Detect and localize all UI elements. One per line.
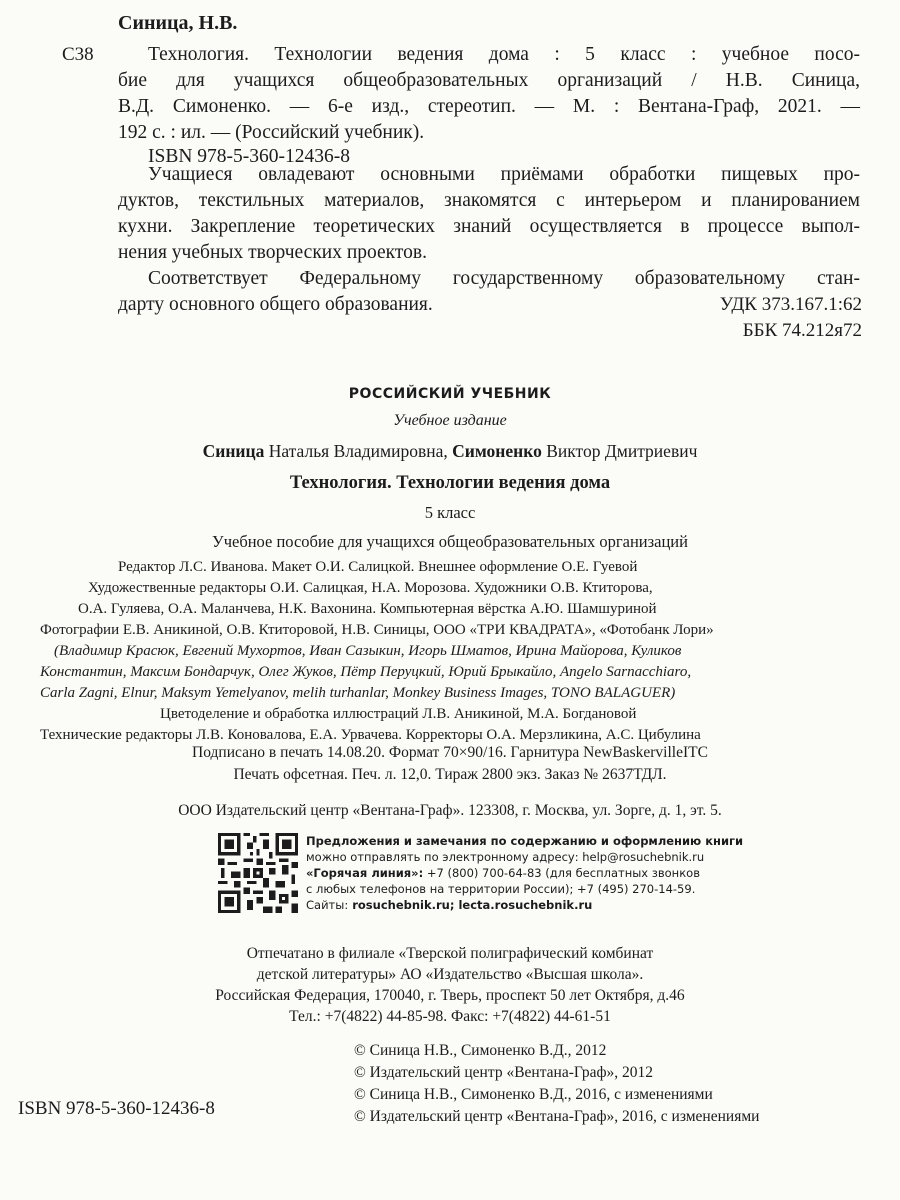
hotline-label: «Горячая линия»:	[306, 866, 424, 880]
staff-line: Carla Zagni, Elnur, Maksym Yemelyanov, melih turhanlar, Monkey Business Images, TONO BALAGUER)	[40, 685, 676, 701]
printing-line: Российская Федерация, 170040, г. Тверь, проспект 50 лет Октября, д.46	[215, 987, 685, 1004]
biblio-line: бие для учащихся общеобразовательных организаций / Н.В. Синица,	[118, 70, 860, 91]
printing-line: детской литературы» АО «Издательство «Высшая школа».	[256, 966, 644, 983]
isbn-bottom: ISBN 978-5-360-12436-8	[18, 1098, 215, 1119]
annotation-line: дарту основного общего образования.	[118, 294, 433, 315]
annotation-line: Учащиеся овладевают основными приёмами обработки пищевых про-	[148, 164, 860, 185]
biblio-line: Технология. Технологии ведения дома : 5 класс : учебное посо-	[148, 44, 860, 65]
staff-line: Фотографии Е.В. Аникиной, О.В. Ктиторовой, Н.В. Синицы, ООО «ТРИ КВАДРАТА», «Фотобанк Лори»	[40, 622, 714, 638]
staff-line: Константин, Максим Бондарчук, Олег Жуков, Пётр Перуцкий, Юрий Брыкайло, Angelo Sarnacchiaro,	[40, 664, 692, 680]
annotation-line: Соответствует Федеральному государственному образовательному стан-	[148, 268, 860, 289]
printing-line: Тел.: +7(4822) 44-85-98. Факс: +7(4822) 44-61-51	[289, 1008, 611, 1025]
sites	[306, 897, 776, 913]
biblio-line: В.Д. Симоненко. — 6-е изд., стереотип. — М. : Вентана-Граф, 2021. —	[118, 96, 860, 117]
printing-line: Отпечатано в филиале «Тверской полиграфический комбинат	[246, 945, 654, 962]
series-name: РОССИЙСКИЙ УЧЕБНИК	[348, 386, 552, 402]
printing-house	[0, 943, 900, 1027]
author2-name: Виктор Дмитриевич	[546, 441, 698, 461]
staff-line: Технические редакторы Л.В. Коновалова, Е.А. Урвачева. Корректоры О.А. Мерзликина, А.С. Цибулина	[40, 727, 701, 743]
staff-line: Цветоделение и обработка иллюстраций Л.В. Аникиной, М.А. Богдановой	[160, 706, 637, 722]
sites-label: Сайты:	[306, 898, 349, 912]
author2-surname: Симоненко	[452, 441, 542, 461]
annotation-line: кухни. Закрепление теоретических знаний осуществляется в процессе выпол-	[118, 216, 860, 237]
hotline	[306, 865, 776, 881]
book-title: Технология. Технологии ведения дома	[289, 473, 611, 493]
contacts-block	[306, 833, 776, 913]
isbn-card: ISBN 978-5-360-12436-8	[148, 146, 351, 167]
author1-surname: Синица	[202, 441, 265, 461]
staff-line: О.А. Гуляева, О.А. Маланчева, Н.К. Вахонина. Компьютерная вёрстка А.Ю. Шамшуриной	[78, 601, 657, 617]
staff-line: Редактор Л.С. Иванова. Макет О.И. Салицкой. Внешнее оформление О.Е. Гуевой	[118, 559, 638, 575]
authors-full	[0, 441, 900, 462]
copyright-line: © Синица Н.В., Симоненко В.Д., 2016, с изменениями	[354, 1086, 713, 1103]
catalog-author-heading: Синица, Н.В.	[118, 12, 238, 34]
classification-code: С38	[62, 44, 94, 65]
author1-name: Наталья Владимировна,	[268, 441, 448, 461]
udk-index: УДК 373.167.1:62	[719, 294, 862, 315]
staff-line: Художественные редакторы О.И. Салицкая, Н.А. Морозова. Художники О.В. Ктиторова,	[88, 580, 653, 596]
hotline-continued: с любых телефонов на территории России); +7 (495) 270-14-59.	[306, 882, 696, 896]
classification-indexes	[720, 292, 862, 344]
print-info-line: Печать офсетная. Печ. л. 12,0. Тираж 2800 экз. Заказ № 2637ТДЛ.	[233, 766, 667, 783]
grade: 5 класс	[424, 503, 476, 522]
feedback-email: можно отправлять по электронному адресу: help@rosuchebnik.ru	[306, 850, 705, 864]
copyright-line: © Издательский центр «Вентана-Граф», 2016, с изменениями	[354, 1108, 760, 1125]
edition-type: Учебное издание	[393, 412, 507, 429]
biblio-line: 192 с. : ил. — (Российский учебник).	[118, 122, 425, 143]
bibliographic-description	[118, 42, 860, 146]
copyright-line: © Издательский центр «Вентана-Граф», 2012	[354, 1064, 654, 1081]
copyright-block	[354, 1040, 759, 1128]
sites-list: rosuchebnik.ru; lecta.rosuchebnik.ru	[348, 898, 593, 912]
publisher-address: ООО Издательский центр «Вентана-Граф». 123308, г. Москва, ул. Зорге, д. 1, эт. 5.	[178, 802, 722, 819]
annotation-line: нения учебных творческих проектов.	[118, 242, 427, 263]
annotation-line: дуктов, текстильных материалов, знакомятся с интерьером и планированием	[118, 190, 860, 211]
bbk-index: ББК 74.212я72	[742, 320, 862, 341]
copyright-line: © Синица Н.В., Симоненко В.Д., 2012	[354, 1042, 607, 1059]
book-purpose: Учебное пособие для учащихся общеобразовательных организаций	[212, 532, 688, 551]
qr-code-icon	[218, 833, 298, 913]
staff-credits	[40, 557, 870, 746]
print-info-line: Подписано в печать 14.08.20. Формат 70×90/16. Гарнитура NewBaskervilleITC	[192, 744, 708, 761]
feedback-heading: Предложения и замечания по содержанию и оформлению книги	[306, 834, 744, 848]
staff-line: (Владимир Красюк, Евгений Мухортов, Иван Сазыкин, Игорь Шматов, Ирина Майорова, Куликов	[54, 643, 682, 659]
hotline-numbers: +7 (800) 700-64-83 (для бесплатных звонков	[423, 866, 700, 880]
